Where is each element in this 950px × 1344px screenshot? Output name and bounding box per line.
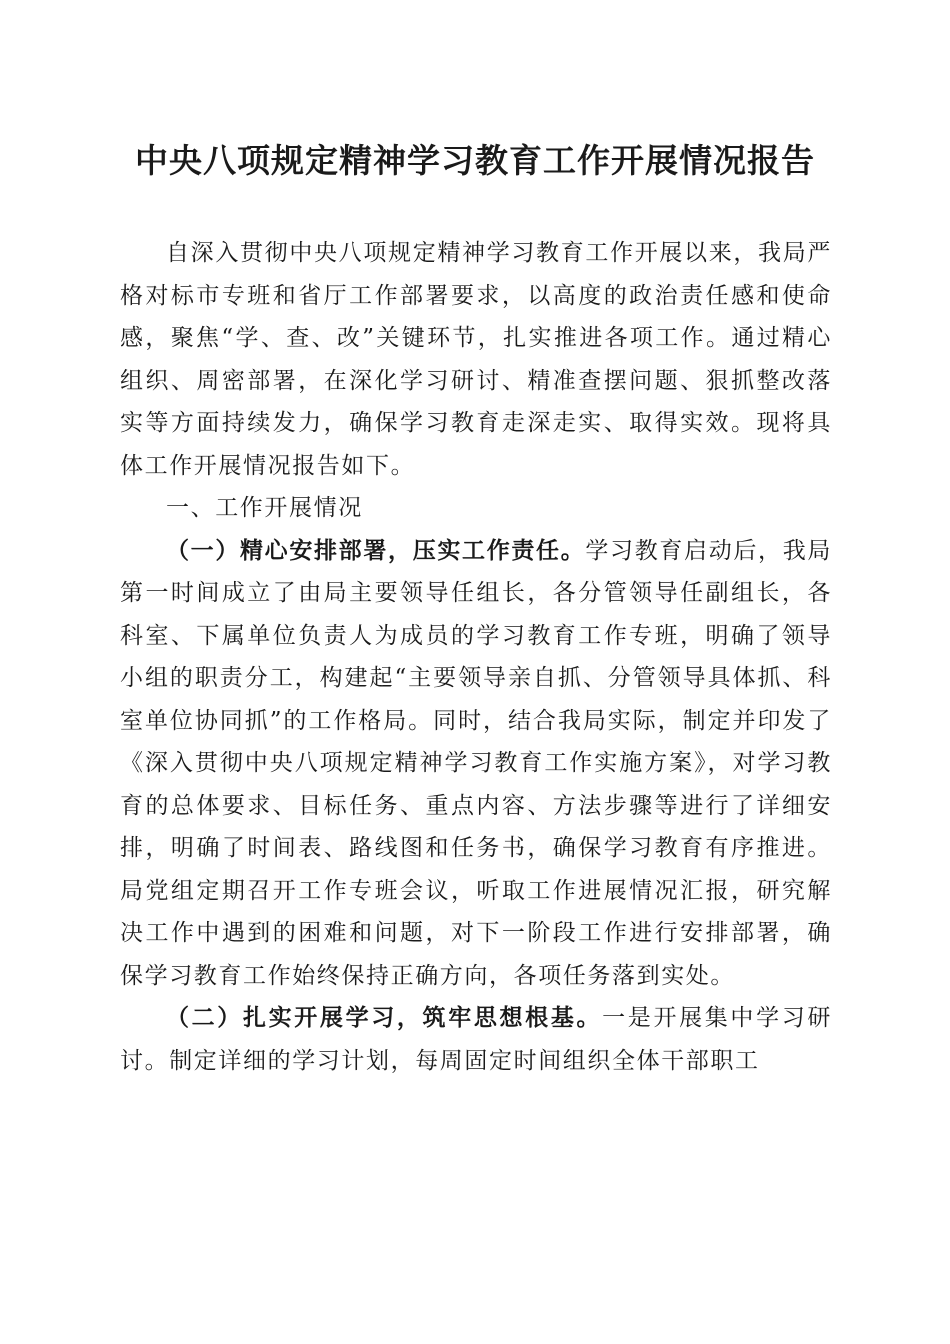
document-title: 中央八项规定精神学习教育工作开展情况报告 (135, 141, 815, 180)
intro-paragraph: 自深入贯彻中央八项规定精神学习教育工作开展以来，我局严格对标市专班和省厅工作部署要求，以高度的政治责任感和使命感，聚焦“学、查、改”关键环节，扎实推进各项工作。通过精心组织、周密部署，在深化学习研讨、精准查摆问题、狠抓整改落实等方面持续发力，确保学习教育走深走实、取得实效。现将具体工作开展情况报告如下。 (120, 240, 832, 479)
item-text-1: 学习教育启动后，我局第一时间成立了由局主要领导任组长，各分管领导任副组长，各科室、下属单位负责人为成员的学习教育工作专班，明确了领导小组的职责分工，构建起“主要领导亲自抓、分管领导具体抓、科室单位协同抓”的工作格局。同时，结合我局实际，制定并印发了《深入贯彻中央八项规定精神学习教育工作实施方案》，对学习教育的总体要求、目标任务、重点内容、方法步骤等进行了详细安排，明确了时间表、路线图和任务书，确保学习教育有序推进。局党组定期召开工作专班会议，听取工作进展情况汇报，研究解决工作中遇到的困难和问题，对下一阶段工作进行安排部署，确保学习教育工作始终保持正确方向，各项任务落到实处。 (120, 537, 832, 989)
section-heading: 一、工作开展情况 (166, 495, 363, 521)
item-lead-1: （一）精心安排部署，压实工作责任。 (166, 536, 586, 564)
document-body (120, 232, 832, 1082)
item-text-2: 一是开展集中学习研讨。制定详细的学习计划，每周固定时间组织全体干部职工 (120, 1005, 833, 1074)
item-lead-2: （二）扎实开展学习，筑牢思想根基。 (166, 1004, 603, 1031)
item-paragraph-1 (120, 530, 832, 998)
item-paragraph-2 (120, 997, 832, 1082)
